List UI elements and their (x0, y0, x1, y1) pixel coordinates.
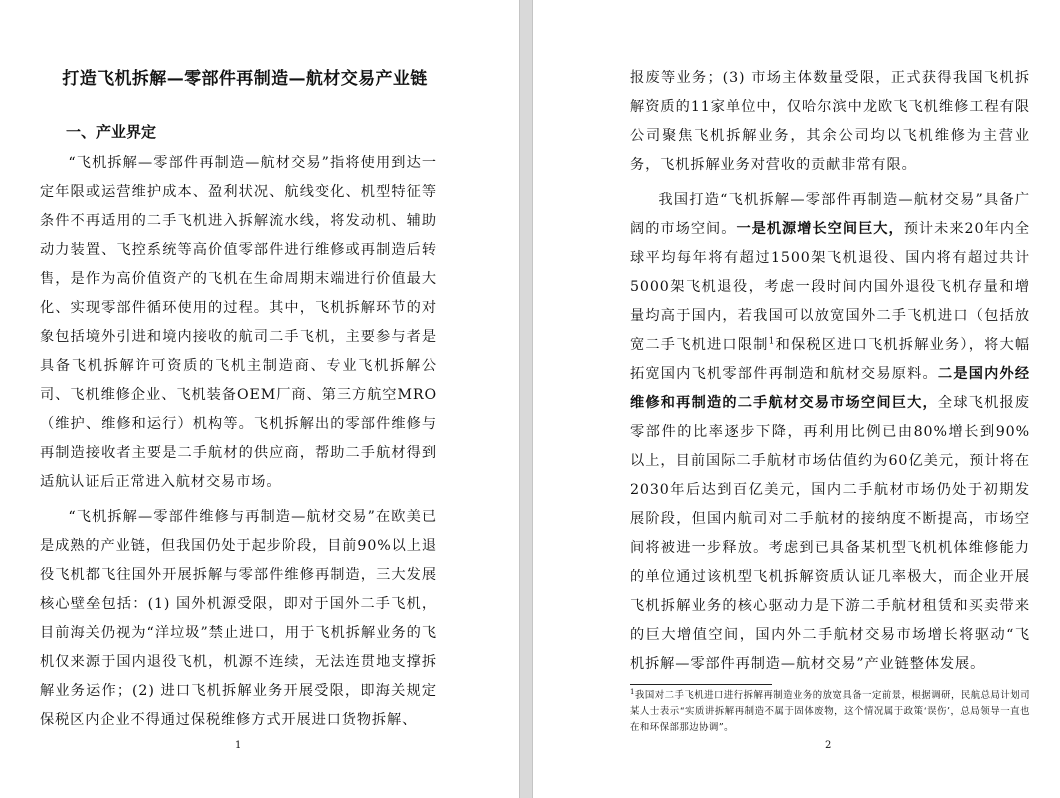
page-number: 1 (235, 740, 242, 751)
paragraph: 报废等业务；(3) 市场主体数量受限，正式获得我国飞机拆解资质的11家单位中，仅哈尔滨中龙欧飞飞机维修工程有限公司聚焦飞机拆解业务，其余公司均以飞机维修为主营业务，飞机拆解业务对营收的贡献非常有限。 (630, 70, 1030, 173)
footnote-text: 我国对二手飞机进口进行拆解再制造业务的放宽具备一定前景，根据调研，民航总局计划司某人士表示“实质讲拆解再制造不属于固体废物，这个情况属于政策‘误伤’，总局领导一直也在和环保部那边协调”。 (630, 690, 1030, 733)
text-run: 预计未来20年内全球平均每年将有超过1500架飞机退役、国内将有超过共计5000架飞机退役，考虑一段时间内国外退役飞机存量和增量均高于国内，若我国可以放宽国外二手飞机进口（包括放宽二手飞机进口限制 (630, 221, 1030, 353)
paragraph: “飞机拆解—零部件维修与再制造—航材交易”在欧美已是成熟的产业链，但我国仍处于起步阶段，目前90%以上退役飞机都飞往国外开展拆解与零部件维修再制造，三大发展核心壁垒包括：(1) 国外机源受限，即对于国外二手飞机，目前海关仍视为“洋垃圾”禁止进口，用于飞机拆解业务的飞机仅来源于国内退役飞机，机源不连续，无法连贯地支撑拆解业务运作；(2) 进口飞机拆解业务开展受限，即海关规定保税区内企业不得通过保税维修方式开展进口货物拆解、 (40, 509, 437, 728)
page-2 (533, 0, 1060, 798)
paragraph (630, 186, 1030, 679)
text-run: 我国打造“飞机拆解—零部件再制造—航材交易”具备广阔的市场空间。 (630, 192, 1030, 237)
text-run: 和保税区进口飞机拆解业务），将大幅拓宽国内飞机零部件再制造和航材交易原料。 (630, 337, 1030, 382)
bold-text-run: 一是机源增长空间巨大， (736, 221, 904, 237)
page-1-body (40, 149, 437, 735)
paragraph: “飞机拆解—零部件再制造—航材交易”指将使用到达一定年限或运营维护成本、盈利状况、航线变化、机型特征等条件不再适用的二手飞机进入拆解流水线，将发动机、辅助动力装置、飞控系统等高价值零部件进行维修或再制造后转售，是作为高价值资产的飞机在生命周期末端进行价值最大化、实现零部件循环使用的过程。其中，飞机拆解环节的对象包括境外引进和境内接收的航司二手飞机，主要参与者是具备飞机拆解许可资质的飞机主制造商、专业飞机拆解公司、飞机维修企业、飞机装备OEM厂商、第三方航空MRO（维护、维修和运行）机构等。飞机拆解出的零部件维修与再制造接收者主要是二手航材的供应商，帮助二手航材得到适航认证后正常进入航材交易市场。 (40, 155, 437, 490)
page-2-body (630, 64, 1030, 679)
footnote-reference[interactable]: 1 (768, 336, 776, 347)
footnote-mark: 1 (630, 687, 635, 696)
page-separator (519, 0, 533, 798)
document-title: 打造飞机拆解—零部件再制造—航材交易产业链 (62, 69, 428, 89)
footnote-separator (630, 684, 772, 685)
footnote (630, 688, 1030, 736)
page-1 (0, 0, 519, 798)
section-heading: 一、产业界定 (66, 123, 157, 141)
bold-text-run: 二是国内外经维修和再制造的二手航材交易市场空间巨大， (630, 366, 1030, 411)
page-number: 2 (825, 740, 832, 751)
text-run: 全球飞机报废零部件的比率逐步下降，再利用比例已由80%增长到90%以上，目前国际二手航材市场估值约为60亿美元，预计将在2030年后达到百亿美元，国内二手航材市场仍处于初期发展阶段，但国内航司对二手航材的接纳度不断提高，市场空间将被进一步释放。考虑到已具备某机型飞机机体维修能力的单位通过该机型飞机拆解资质认证几率极大，而企业开展飞机拆解业务的核心驱动力是下游二手航材租赁和买卖带来的巨大增值空间，国内外二手航材交易市场增长将驱动“飞机拆解—零部件再制造—航材交易”产业链整体发展。 (630, 395, 1030, 672)
